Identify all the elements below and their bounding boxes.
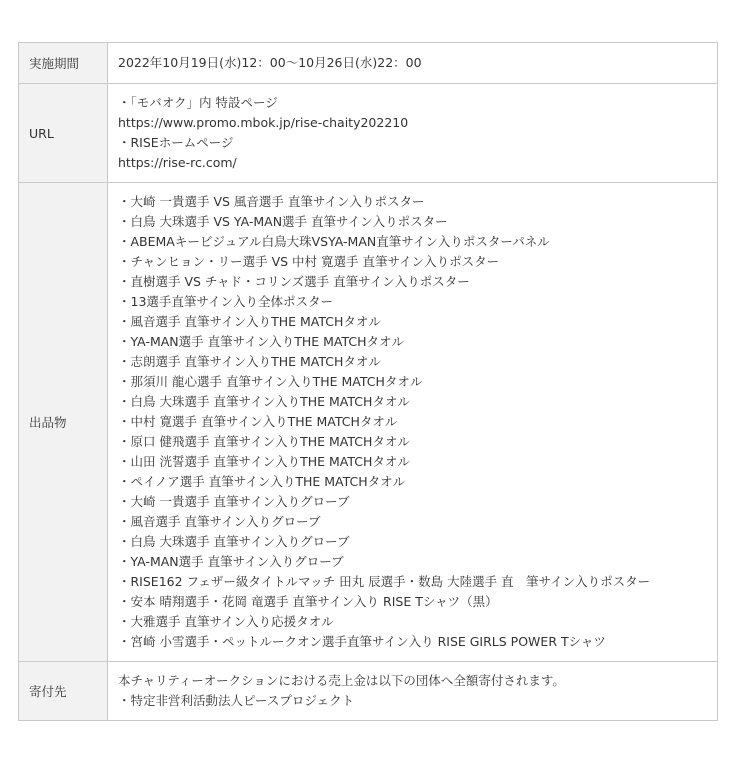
item-line: ・大崎 一貴選手 直筆サイン入りグローブ [118,494,350,509]
info-table [18,42,718,721]
item-line: ・大崎 一貴選手 VS 風音選手 直筆サイン入りポスター [118,194,425,209]
url-value [108,84,718,183]
row-period [19,43,718,84]
item-line: ・ペイノア選手 直筆サイン入りTHE MATCHタオル [118,474,406,489]
url-line: ・「モバオク」内 特設ページ [118,95,278,110]
items-value [108,183,718,662]
item-line: ・直樹選手 VS チャド・コリンズ選手 直筆サイン入りポスター [118,274,470,289]
row-donation [19,662,718,721]
url-label: URL [19,84,108,183]
item-line: ・白鳥 大珠選手 直筆サイン入りTHE MATCHタオル [118,394,410,409]
donation-label: 寄付先 [19,662,108,721]
item-line: ・志朗選手 直筆サイン入りTHE MATCHタオル [118,354,381,369]
url-link[interactable]: https://rise-rc.com/ [118,155,237,170]
item-line: ・YA-MAN選手 直筆サイン入りグローブ [118,554,344,569]
url-link[interactable]: https://www.promo.mbok.jp/rise-chaity202210 [118,115,409,130]
item-line: ・大雅選手 直筆サイン入り応援タオル [118,614,334,629]
row-url [19,84,718,183]
items-label: 出品物 [19,183,108,662]
item-line: ・白鳥 大珠選手 直筆サイン入りグローブ [118,534,350,549]
donation-value [108,662,718,721]
item-line: ・山田 洸誓選手 直筆サイン入りTHE MATCHタオル [118,454,410,469]
item-line: ・白鳥 大珠選手 VS YA-MAN選手 直筆サイン入りポスター [118,214,448,229]
item-line: ・原口 健飛選手 直筆サイン入りTHE MATCHタオル [118,434,410,449]
item-line: ・風音選手 直筆サイン入りグローブ [118,514,321,529]
item-line: ・宮崎 小雪選手・ペットルークオン選手直筆サイン入り RISE GIRLS POWER Tシャツ [118,634,606,649]
item-line: ・チャンヒョン・リー選手 VS 中村 寛選手 直筆サイン入りポスター [118,254,500,269]
period-text: 2022年10月19日(水)12：00〜10月26日(水)22：00 [118,55,422,70]
donation-line: ・特定非営利活動法人ピースプロジェクト [118,693,355,708]
item-line: ・YA-MAN選手 直筆サイン入りTHE MATCHタオル [118,334,405,349]
item-line: ・RISE162 フェザー級タイトルマッチ 田丸 辰選手・数島 大陸選手 直 筆サイン入りポスター [118,574,651,589]
item-line: ・ABEMAキービジュアル白鳥大珠VSYA-MAN直筆サイン入りポスターパネル [118,234,550,249]
period-label: 実施期間 [19,43,108,84]
donation-line: 本チャリティーオークションにおける売上金は以下の団体へ全額寄付されます。 [118,673,565,688]
item-line: ・風音選手 直筆サイン入りTHE MATCHタオル [118,314,381,329]
item-line: ・中村 寛選手 直筆サイン入りTHE MATCHタオル [118,414,398,429]
url-line: ・RISEホームページ [118,135,234,150]
item-line: ・安本 晴翔選手・花岡 竜選手 直筆サイン入り RISE Tシャツ（黒） [118,594,498,609]
item-line: ・那須川 龍心選手 直筆サイン入りTHE MATCHタオル [118,374,423,389]
row-items [19,183,718,662]
item-line: ・13選手直筆サイン入り全体ポスター [118,294,334,309]
period-value [108,43,718,84]
